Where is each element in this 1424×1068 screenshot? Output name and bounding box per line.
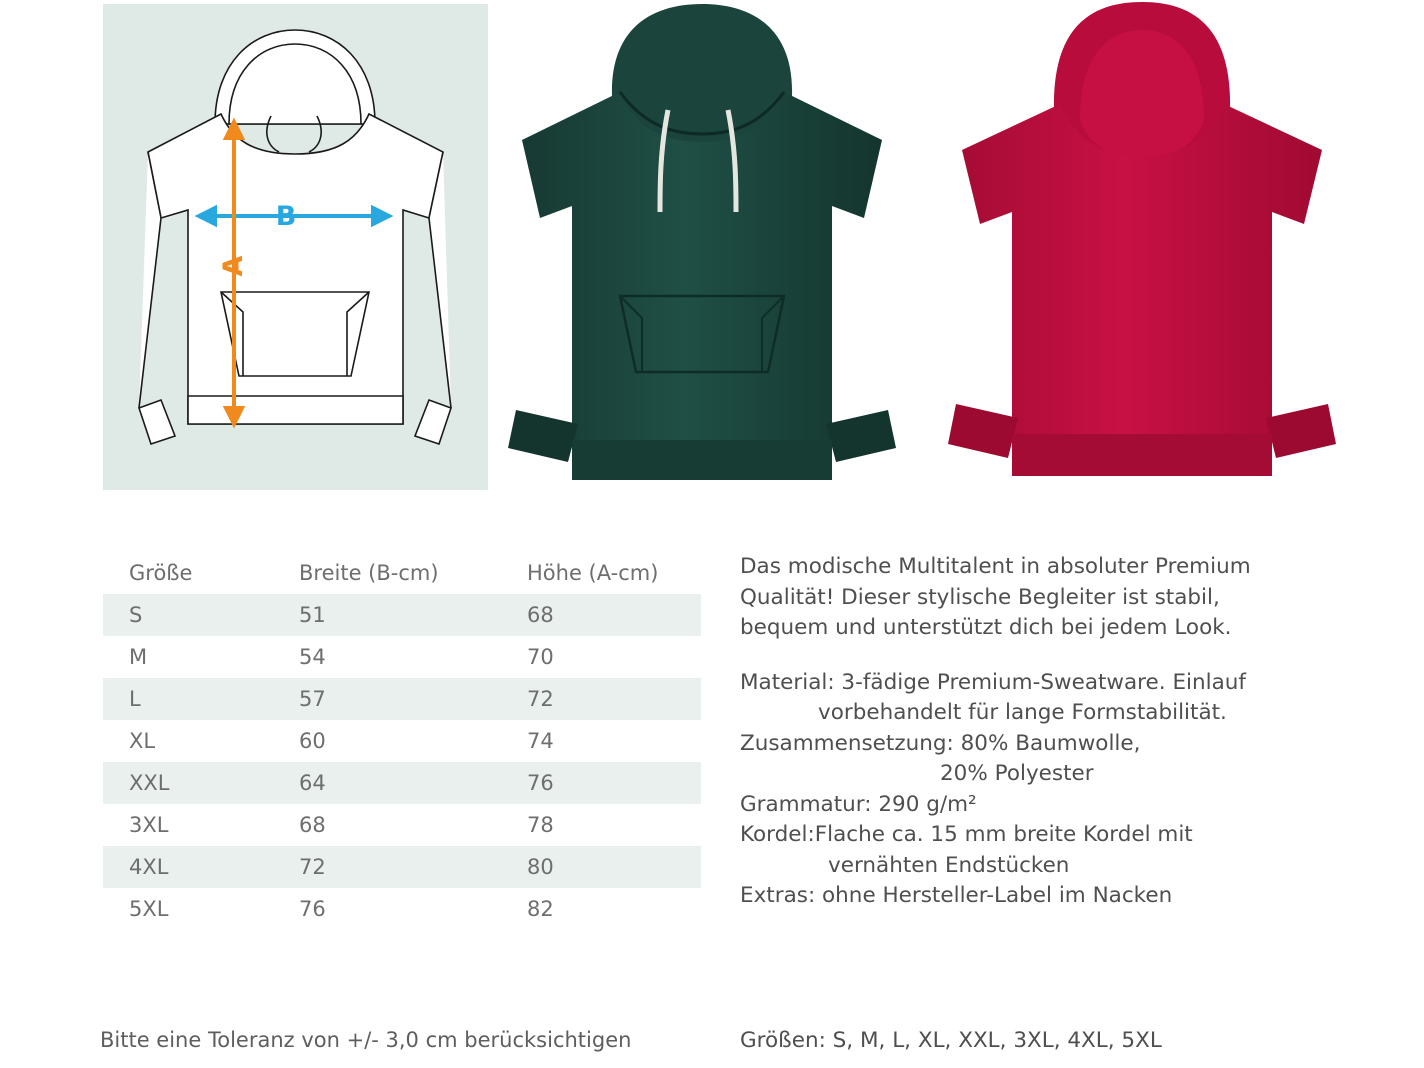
cell-width: 72	[299, 855, 326, 879]
cell-width: 60	[299, 729, 326, 753]
cord-line-2: vernähten Endstücken	[828, 852, 1070, 878]
cell-height: 76	[527, 771, 554, 795]
cell-size: 5XL	[129, 897, 169, 921]
cell-height: 80	[527, 855, 554, 879]
cell-width: 54	[299, 645, 326, 669]
size-table	[103, 552, 701, 930]
column-header-height: Höhe (A-cm)	[527, 561, 659, 585]
table-row	[103, 678, 701, 720]
weight-line: Grammatur: 290 g/m²	[740, 791, 977, 817]
cell-width: 64	[299, 771, 326, 795]
intro-line-1: Das modische Multitalent in absoluter Premium	[740, 554, 1251, 579]
cell-width: 68	[299, 813, 326, 837]
cell-height: 78	[527, 813, 554, 837]
table-row	[103, 594, 701, 636]
cell-size: 3XL	[129, 813, 169, 837]
cell-size: S	[129, 603, 143, 627]
intro-line-3: bequem und unterstützt dich bei jedem Look.	[740, 615, 1232, 641]
cell-size: XL	[129, 729, 156, 753]
composition-line-2: 20% Polyester	[940, 761, 1094, 787]
hoodie-outline-icon	[103, 4, 488, 490]
extras-line: Extras: ohne Hersteller-Label im Nacken	[740, 883, 1173, 909]
table-row	[103, 762, 701, 804]
green-hoodie-icon	[492, 0, 912, 492]
cell-height: 82	[527, 897, 554, 921]
cell-width: 76	[299, 897, 326, 921]
green-hoodie-image	[492, 0, 912, 492]
cell-size: XXL	[129, 771, 170, 795]
cell-size: 4XL	[129, 855, 169, 879]
tolerance-note: Bitte eine Toleranz von +/- 3,0 cm berücksichtigen	[100, 1028, 632, 1052]
cell-height: 68	[527, 603, 554, 627]
red-hoodie-image	[930, 0, 1350, 492]
composition-line-1: Zusammensetzung: 80% Baumwolle,	[740, 730, 1141, 756]
column-header-width: Breite (B-cm)	[299, 561, 439, 585]
cord-line-1: Kordel:Flache ca. 15 mm breite Kordel mit	[740, 822, 1193, 848]
material-line-1: Material: 3-fädige Premium-Sweatware. Einlauf	[740, 669, 1246, 695]
table-row	[103, 636, 701, 678]
cell-width: 57	[299, 687, 326, 711]
cell-height: 74	[527, 729, 554, 753]
red-hoodie-icon	[930, 0, 1350, 492]
cell-width: 51	[299, 603, 326, 627]
table-row	[103, 720, 701, 762]
product-image-row	[0, 0, 1424, 500]
cell-height: 72	[527, 687, 554, 711]
cell-height: 70	[527, 645, 554, 669]
intro-line-2: Qualität! Dieser stylische Begleiter ist stabil,	[740, 584, 1220, 610]
width-label: B	[275, 201, 297, 232]
table-row	[103, 888, 701, 930]
height-label: A	[218, 255, 249, 277]
table-row	[103, 846, 701, 888]
cell-size: L	[129, 687, 141, 711]
table-row	[103, 804, 701, 846]
spacer	[740, 644, 1350, 668]
column-header-size: Größe	[129, 561, 193, 585]
available-sizes: Größen: S, M, L, XL, XXL, 3XL, 4XL, 5XL	[740, 1028, 1162, 1053]
material-line-2: vorbehandelt für lange Formstabilität.	[818, 700, 1227, 726]
cell-size: M	[129, 645, 148, 669]
table-header-row	[103, 552, 701, 594]
product-description	[740, 552, 1350, 912]
measurement-diagram	[103, 4, 488, 490]
